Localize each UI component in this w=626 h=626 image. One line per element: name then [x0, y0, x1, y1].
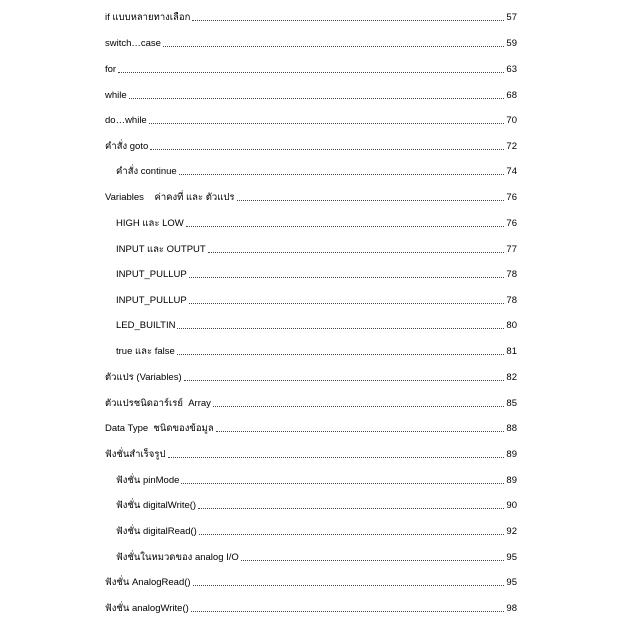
dot-leader — [241, 560, 505, 561]
toc-entry-title: true และ false — [116, 346, 175, 357]
dot-leader — [191, 611, 505, 612]
toc-entry — [105, 86, 517, 102]
toc-entry-page: 63 — [506, 64, 517, 75]
toc-entry-title: คำสั่ง continue — [116, 166, 177, 177]
toc-entry-title: LED_BUILTIN — [116, 320, 176, 331]
dot-leader — [118, 72, 504, 73]
toc-entry-title: Data Type ชนิดของข้อมูล — [105, 423, 214, 434]
toc-entry — [116, 496, 517, 512]
toc-entry-title: HIGH และ LOW — [116, 218, 184, 229]
dot-leader — [193, 585, 505, 586]
toc-entry — [116, 522, 517, 538]
toc-entry-page: 89 — [506, 475, 517, 486]
dot-leader — [179, 174, 505, 175]
toc-entry — [116, 240, 517, 256]
toc-entry-title: ฟังชั่นในหมวดของ analog I/O — [116, 552, 239, 563]
toc-entry-title: ฟังชั่น analogWrite() — [105, 603, 189, 614]
toc-entry — [116, 548, 517, 564]
toc-entry-title: ตัวแปรชนิดอาร์เรย์ Array — [105, 398, 211, 409]
toc-entry — [116, 291, 517, 307]
toc-entry-title: switch…case — [105, 38, 161, 49]
toc-entry-title: ฟังชั่นสำเร็จรูป — [105, 449, 166, 460]
dot-leader — [186, 226, 505, 227]
dot-leader — [192, 20, 504, 21]
toc-entry — [105, 8, 517, 24]
dot-leader — [208, 252, 505, 253]
toc-entry — [116, 265, 517, 281]
toc-entry — [116, 342, 517, 358]
toc-entry-title: ฟังชั่น digitalRead() — [116, 526, 197, 537]
toc-entry-page: 88 — [506, 423, 517, 434]
toc-entry-page: 78 — [506, 269, 517, 280]
toc-entry-title: ตัวแปร (Variables) — [105, 372, 182, 383]
toc-entry-title: INPUT และ OUTPUT — [116, 244, 206, 255]
toc-entry — [105, 60, 517, 76]
toc-entry-title: คำสั่ง goto — [105, 141, 149, 152]
toc-entry — [105, 419, 517, 435]
toc-entry-page: 95 — [506, 552, 517, 563]
toc-entry-page: 82 — [506, 372, 517, 383]
toc-entry — [105, 599, 517, 615]
toc-entry — [116, 162, 517, 178]
toc-entry-page: 89 — [506, 449, 517, 460]
toc-entry-page: 57 — [506, 12, 517, 23]
toc-entry-page: 85 — [506, 398, 517, 409]
dot-leader — [216, 431, 505, 432]
toc-entry-page: 92 — [506, 526, 517, 537]
toc-entry — [116, 214, 517, 230]
toc-entry-title: while — [105, 90, 127, 101]
dot-leader — [199, 534, 505, 535]
toc-entry-title: do…while — [105, 115, 147, 126]
toc-entry — [105, 34, 517, 50]
toc-entry-title: ฟังชั่น AnalogRead() — [105, 577, 191, 588]
toc-entry — [105, 573, 517, 589]
toc-entry-page: 77 — [506, 244, 517, 255]
dot-leader — [129, 98, 505, 99]
toc-entry-title: for — [105, 64, 117, 75]
toc-entry — [105, 445, 517, 461]
toc-entry-page: 72 — [506, 141, 517, 152]
toc-entry-page: 80 — [506, 320, 517, 331]
toc-entry — [116, 471, 517, 487]
toc-entry-page: 98 — [506, 603, 517, 614]
dot-leader — [177, 328, 504, 329]
toc-entry-title: Variables ค่าคงที่ และ ตัวแปร — [105, 192, 235, 203]
toc-entry-title: ฟังชั่น digitalWrite() — [116, 500, 197, 511]
toc-entry-page: 74 — [506, 166, 517, 177]
toc-entry-title: INPUT_PULLUP — [116, 295, 187, 306]
toc-entry-page: 76 — [506, 218, 517, 229]
dot-leader — [181, 483, 504, 484]
dot-leader — [184, 380, 505, 381]
dot-leader — [168, 457, 505, 458]
toc-entry-page: 68 — [506, 90, 517, 101]
dot-leader — [163, 46, 504, 47]
toc-entry-title: ฟังชั่น pinMode — [116, 475, 180, 486]
toc-entry — [105, 137, 517, 153]
toc-entry — [116, 316, 517, 332]
toc-entry-page: 70 — [506, 115, 517, 126]
dot-leader — [177, 354, 505, 355]
dot-leader — [189, 277, 505, 278]
dot-leader — [198, 508, 504, 509]
dot-leader — [149, 123, 505, 124]
dot-leader — [189, 303, 505, 304]
toc-entry-page: 81 — [506, 346, 517, 357]
dot-leader — [150, 149, 504, 150]
toc-entry-title: if แบบหลายทางเลือก — [105, 12, 191, 23]
toc-entry-page: 95 — [506, 577, 517, 588]
toc-entry-page: 90 — [506, 500, 517, 511]
toc-entry-page: 59 — [506, 38, 517, 49]
dot-leader — [213, 406, 505, 407]
toc-entry-title: INPUT_PULLUP — [116, 269, 187, 280]
toc-entry-page: 76 — [506, 192, 517, 203]
dot-leader — [237, 200, 505, 201]
toc-entry — [105, 368, 517, 384]
toc-entry — [105, 111, 517, 127]
toc-entry — [105, 188, 517, 204]
toc-entry-page: 78 — [506, 295, 517, 306]
toc-entry — [105, 394, 517, 410]
